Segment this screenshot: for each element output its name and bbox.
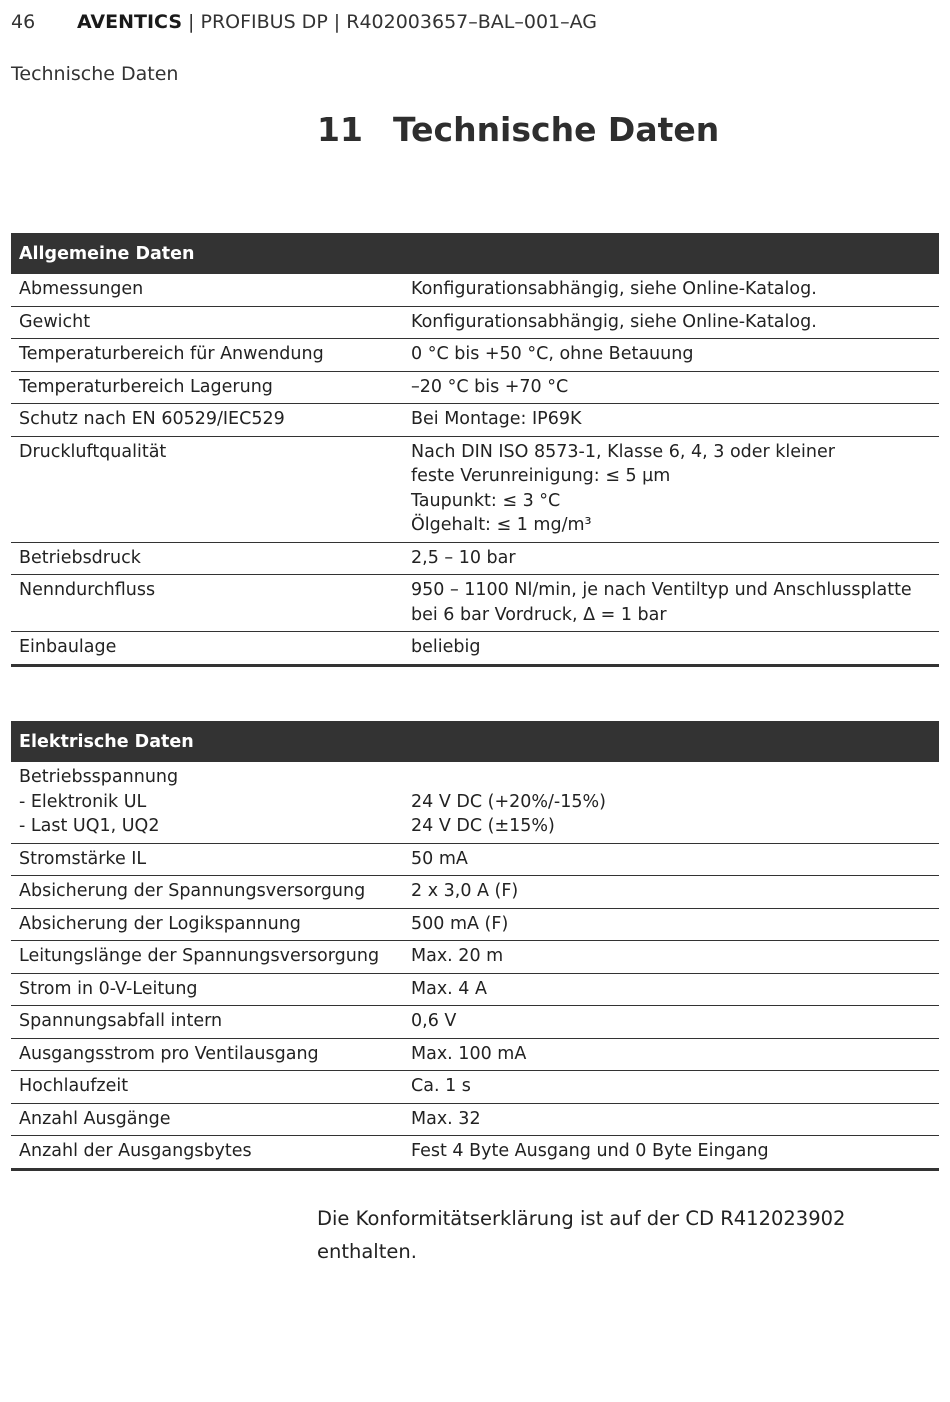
electrical-data-table	[11, 721, 939, 1171]
table-row	[11, 1071, 939, 1104]
row-value	[403, 843, 939, 876]
row-label	[11, 908, 403, 941]
page-number: 46	[11, 11, 36, 33]
conformity-note: Die Konformitätserklärung ist auf der CD R412023902 enthalten.	[317, 1207, 846, 1263]
row-value	[403, 306, 939, 339]
value-line: 950 – 1100 Nl/min, je nach Ventiltyp und Anschlussplatte	[411, 580, 912, 600]
value-line: 2 x 3,0 A (F)	[411, 881, 519, 901]
table-row	[11, 632, 939, 666]
row-label	[11, 436, 403, 542]
electrical-data-title: Elektrische Daten	[11, 721, 939, 762]
row-label	[11, 371, 403, 404]
label-line: Einbaulage	[19, 637, 117, 657]
label-line: - Elektronik UL	[19, 791, 147, 812]
label-line: Absicherung der Spannungsversorgung	[19, 881, 366, 901]
label-line: Betriebsdruck	[19, 547, 141, 568]
value-line: bei 6 bar Vordruck, Δ = 1 bar	[411, 604, 667, 625]
row-value	[403, 274, 939, 306]
value-line: Konfigurationsabhängig, siehe Online-Katalog.	[411, 311, 817, 332]
chapter-heading	[317, 110, 719, 149]
label-line: Anzahl der Ausgangsbytes	[19, 1141, 252, 1161]
label-line: Hochlaufzeit	[19, 1076, 129, 1096]
value-line: Max. 32	[411, 1108, 481, 1129]
label-line: Betriebsspannung	[19, 767, 179, 787]
label-line: Temperaturbereich für Anwendung	[19, 344, 324, 364]
value-line: Taupunkt: ≤ 3 °C	[411, 490, 561, 511]
table-row	[11, 876, 939, 909]
label-line: Temperaturbereich Lagerung	[19, 376, 273, 397]
table-row	[11, 542, 939, 575]
table-row	[11, 1136, 939, 1170]
label-line: Leitungslänge der Spannungsversorgung	[19, 946, 380, 966]
row-label	[11, 973, 403, 1006]
value-line: Ca. 1 s	[411, 1076, 471, 1096]
row-label	[11, 542, 403, 575]
brand-name: AVENTICS	[77, 11, 183, 33]
row-label	[11, 404, 403, 437]
table-row	[11, 1006, 939, 1039]
table-row	[11, 274, 939, 306]
label-line: Nenndurchfluss	[19, 580, 156, 600]
label-line: Schutz nach EN 60529/IEC529	[19, 409, 285, 429]
row-value	[403, 1038, 939, 1071]
value-line	[411, 765, 931, 790]
chapter-title: Technische Daten	[393, 110, 720, 149]
row-label	[11, 1103, 403, 1136]
document-id: | PROFIBUS DP | R402003657–BAL–001–AG	[182, 11, 598, 33]
row-value	[403, 575, 939, 632]
table-row	[11, 843, 939, 876]
row-value	[403, 542, 939, 575]
label-line: Anzahl Ausgänge	[19, 1108, 171, 1129]
table-row	[11, 371, 939, 404]
table-row	[11, 762, 939, 843]
section-label: Technische Daten	[11, 63, 179, 85]
row-value	[403, 371, 939, 404]
label-line: Strom in 0-V-Leitung	[19, 978, 198, 999]
row-value	[403, 1103, 939, 1136]
table-row	[11, 1038, 939, 1071]
row-label	[11, 339, 403, 372]
row-label	[11, 274, 403, 306]
value-line: Ölgehalt: ≤ 1 mg/m³	[411, 515, 592, 535]
table-row	[11, 306, 939, 339]
row-value	[403, 1071, 939, 1104]
row-value	[403, 339, 939, 372]
table-row	[11, 339, 939, 372]
value-line: 0,6 V	[411, 1011, 457, 1031]
value-line: 24 V DC (±15%)	[411, 816, 555, 836]
value-line: Max. 100 mA	[411, 1043, 527, 1064]
value-line: Konfigurationsabhängig, siehe Online-Katalog.	[411, 279, 817, 299]
value-line: Nach DIN ISO 8573-1, Klasse 6, 4, 3 oder kleiner	[411, 441, 835, 462]
row-value	[403, 1136, 939, 1170]
general-data-table	[11, 233, 939, 667]
table-row	[11, 941, 939, 974]
value-line: –20 °C bis +70 °C	[411, 376, 569, 397]
row-label	[11, 575, 403, 632]
row-value	[403, 762, 939, 843]
row-value	[403, 973, 939, 1006]
row-label	[11, 843, 403, 876]
table-row	[11, 575, 939, 632]
row-value	[403, 436, 939, 542]
value-line: Max. 20 m	[411, 946, 504, 966]
label-line: - Last UQ1, UQ2	[19, 816, 160, 836]
value-line: 50 mA	[411, 848, 468, 869]
value-line: 0 °C bis +50 °C, ohne Betauung	[411, 344, 694, 364]
general-data-title: Allgemeine Daten	[11, 233, 939, 274]
row-label	[11, 1136, 403, 1170]
row-value	[403, 941, 939, 974]
chapter-number: 11	[317, 110, 363, 149]
value-line: 24 V DC (+20%/-15%)	[411, 791, 606, 812]
row-label	[11, 1071, 403, 1104]
row-value	[403, 1006, 939, 1039]
label-line: Stromstärke IL	[19, 848, 147, 869]
label-line: Abmessungen	[19, 279, 144, 299]
row-value	[403, 908, 939, 941]
page-header	[11, 11, 597, 33]
row-label	[11, 306, 403, 339]
table-row	[11, 973, 939, 1006]
label-line: Druckluftqualität	[19, 441, 167, 462]
row-label	[11, 632, 403, 666]
table-row	[11, 1103, 939, 1136]
row-value	[403, 876, 939, 909]
label-line: Ausgangsstrom pro Ventilausgang	[19, 1043, 319, 1064]
row-label	[11, 1038, 403, 1071]
value-line: Bei Montage: IP69K	[411, 409, 582, 429]
value-line: Max. 4 A	[411, 978, 487, 999]
label-line: Gewicht	[19, 311, 91, 332]
row-value	[403, 404, 939, 437]
table-row	[11, 908, 939, 941]
value-line: 500 mA (F)	[411, 913, 509, 934]
table-row	[11, 404, 939, 437]
value-line: Fest 4 Byte Ausgang und 0 Byte Eingang	[411, 1141, 769, 1161]
label-line: Absicherung der Logikspannung	[19, 913, 301, 934]
value-line: beliebig	[411, 637, 481, 657]
row-label	[11, 876, 403, 909]
row-value	[403, 632, 939, 666]
table-row	[11, 436, 939, 542]
label-line: Spannungsabfall intern	[19, 1011, 223, 1031]
row-label	[11, 762, 403, 843]
row-label	[11, 941, 403, 974]
row-label	[11, 1006, 403, 1039]
value-line: feste Verunreinigung: ≤ 5 µm	[411, 466, 671, 486]
value-line: 2,5 – 10 bar	[411, 547, 516, 568]
